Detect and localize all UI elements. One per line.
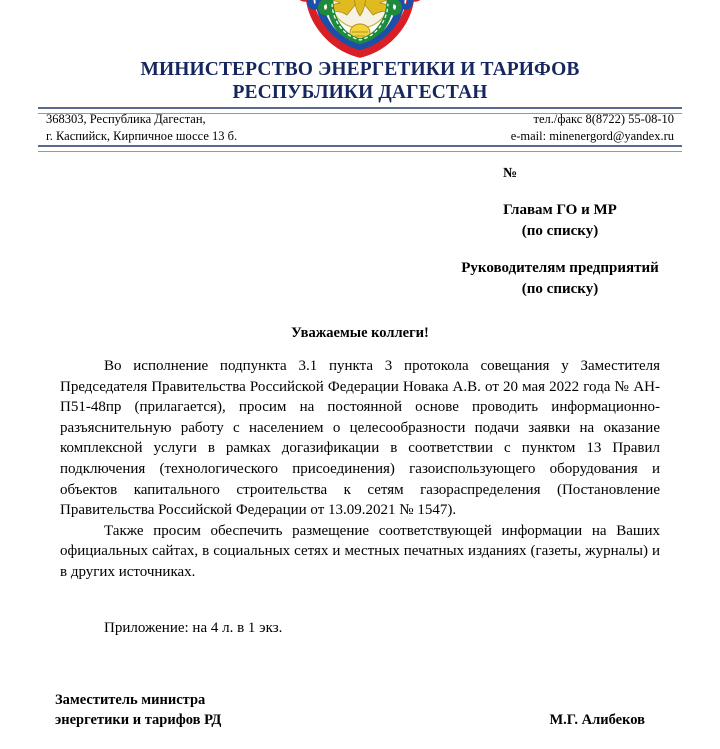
letterhead-title-line1: МИНИСТЕРСТВО ЭНЕРГЕТИКИ И ТАРИФОВ (140, 59, 580, 80)
letterhead-title-line2: РЕСПУБЛИКИ ДАГЕСТАН (232, 82, 488, 103)
attachment-note: Приложение: на 4 л. в 1 экз. (104, 620, 283, 636)
letterhead-contact-block (38, 111, 682, 145)
salutation: Уважаемые коллеги! (291, 325, 429, 341)
phone-line: тел./факс 8(8722) 55-08-10 (533, 112, 674, 126)
letterhead-contacts (511, 111, 682, 145)
letterhead-title (0, 58, 720, 104)
body-paragraph-1: Во исполнение подпункта 3.1 пункта 3 протокола совещания у Заместителя Председателя Правительства Российской Федерации Новака А.В. от 20 мая 2022 года № АН-П51-48пр (прилагается), просим на постоянной основе проводить информационно-разъяснительную работу с населением о целесообразности подачи заявки на оказание комплексной услуги в рамках догазификации в соответствии с пунктом 13 Правил подключения (технологического присоединения) газоиспользующего оборудования и объектов капитального строительства к сетям газораспределения (Постановление Правительства Российской Федерации от 13.09.2021 № 1547). (60, 358, 660, 519)
addressee-block-heads (400, 200, 720, 242)
addressee-heads-main: Главам ГО и МР (503, 202, 617, 218)
reference-number: № (502, 166, 518, 181)
letterhead-address (38, 111, 237, 145)
signatory-title-line2: энергетики и тарифов РД (55, 712, 222, 728)
email-line: e-mail: minenergord@yandex.ru (510, 129, 674, 143)
signature-block (55, 690, 675, 730)
letter-body (60, 356, 660, 583)
addressee-heads-sub: (по списку) (521, 223, 599, 239)
signatory-name: М.Г. Алибеков (549, 712, 645, 728)
address-line-1: 368303, Республика Дагестан, (46, 112, 206, 126)
addressee-directors-main: Руководителям предприятий (461, 260, 659, 276)
coat-of-arms-icon (285, 0, 435, 58)
letterhead-divider-bottom (38, 145, 682, 152)
address-line-2: г. Каспийск, Кирпичное шоссе 13 б. (46, 129, 238, 143)
addressee-block-directors (400, 258, 720, 300)
signatory-title (55, 690, 221, 730)
body-paragraph-2: Также просим обеспечить размещение соответствующей информации на Ваших официальных сайтах, в социальных сетях и местных печатных изданиях (газеты, журналы) и в других источниках. (60, 522, 660, 580)
coat-of-arms-emblem (0, 0, 720, 58)
signatory-title-line1: Заместитель министра (55, 692, 206, 708)
addressee-directors-sub: (по списку) (521, 281, 599, 297)
